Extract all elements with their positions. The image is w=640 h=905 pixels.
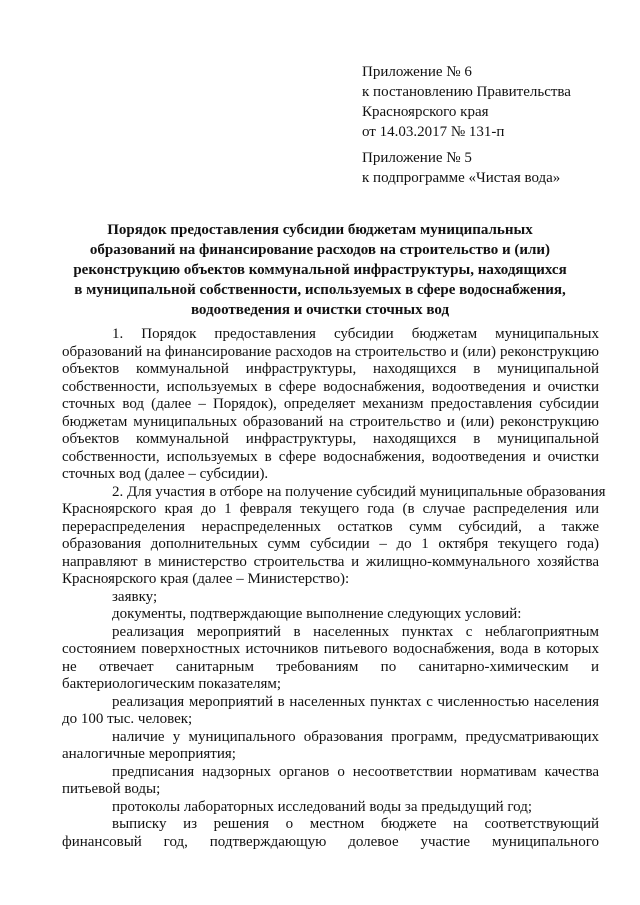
title-line: образований на финансирование расходов на строительство и (или) — [89, 242, 551, 258]
body-line: сточных вод (далее – Порядок), определяет механизм предоставления субсидии — [62, 396, 599, 412]
title-line: реконструкцию объектов коммунальной инфраструктуры, находящихся — [73, 262, 567, 278]
body-line: протоколы лабораторных исследований воды за предыдущий год; — [112, 798, 533, 815]
body-line: 1. Порядок предоставления субсидии бюджетам муниципальных — [112, 326, 599, 342]
title-line: водоотведения и очистки сточных вод — [190, 302, 450, 318]
appendix-line: Красноярского края — [362, 104, 489, 120]
body-line: образований на финансирование расходов на строительство и (или) реконструкцию — [62, 343, 599, 360]
body-line: 2. Для участия в отборе на получение субсидий муниципальные образования — [112, 483, 606, 500]
body-line: выписку из решения о местном бюджете на соответствующий — [112, 816, 599, 832]
appendix-5-block — [362, 148, 560, 188]
body-line: реализация мероприятий в населенных пунктах с неблагоприятным — [112, 623, 599, 640]
body-line: реализация мероприятий в населенных пунктах с численностью населения — [112, 693, 599, 710]
body-line: Красноярского края (далее – Министерство): — [62, 571, 350, 587]
body-line: объектов коммунальной инфраструктуры, находящихся в муниципальной — [62, 431, 599, 447]
body-line: питьевой воды; — [62, 781, 161, 797]
title-line: в муниципальной собственности, используемых в сфере водоснабжения, — [74, 282, 566, 298]
appendix-line: к постановлению Правительства — [362, 84, 571, 100]
appendix-line: от 14.03.2017 № 131-п — [362, 124, 505, 140]
appendix-6-block — [362, 62, 571, 142]
body-line: образования дополнительных сумм субсидии – до 1 октября текущего года) — [62, 536, 599, 552]
body-line: финансовый год, подтверждающую долевое участие муниципального — [62, 833, 599, 850]
body-line: состоянием поверхностных источников питьевого водоснабжения, вода в которых — [62, 641, 599, 657]
document-title — [60, 220, 580, 320]
body-line: аналогичные мероприятия; — [62, 746, 236, 762]
body-line: не отвечает санитарным требованиям по санитарно-химическим и — [62, 658, 599, 675]
body-line: предписания надзорных органов о несоответствии нормативам качества — [112, 763, 599, 780]
title-line: Порядок предоставления субсидии бюджетам муниципальных — [107, 222, 533, 238]
body-line: до 100 тыс. человек; — [62, 711, 193, 727]
body-line: наличие у муниципального образования программ, предусматривающих — [112, 728, 599, 745]
appendix-line: Приложение № 6 — [362, 64, 472, 80]
body-line: бюджетам муниципальных образований на строительство и (или) реконструкцию — [62, 413, 599, 430]
document-body — [62, 326, 606, 851]
body-line: сточных вод (далее – субсидии). — [62, 466, 269, 482]
body-line: заявку; — [112, 588, 158, 605]
body-line: Красноярского края до 1 февраля текущего года (в случае распределения или — [62, 501, 599, 517]
appendix-line: к подпрограмме «Чистая вода» — [362, 170, 561, 186]
body-line: собственности, используемых в сфере водоснабжения, водоотведения и очистки — [62, 378, 599, 395]
appendix-line: Приложение № 5 — [362, 150, 472, 166]
body-line: собственности, используемых в сфере водоснабжения, водоотведения и очистки — [62, 448, 599, 465]
body-line: перераспределения нераспределенных остатков сумм субсидий, а также — [62, 518, 599, 535]
body-line: направляют в министерство строительства и жилищно-коммунального хозяйства — [62, 553, 599, 570]
body-line: бактериологическим показателям; — [62, 676, 282, 692]
body-line: документы, подтверждающие выполнение следующих условий: — [112, 606, 522, 622]
body-line: объектов коммунальной инфраструктуры, находящихся в муниципальной — [62, 361, 599, 377]
